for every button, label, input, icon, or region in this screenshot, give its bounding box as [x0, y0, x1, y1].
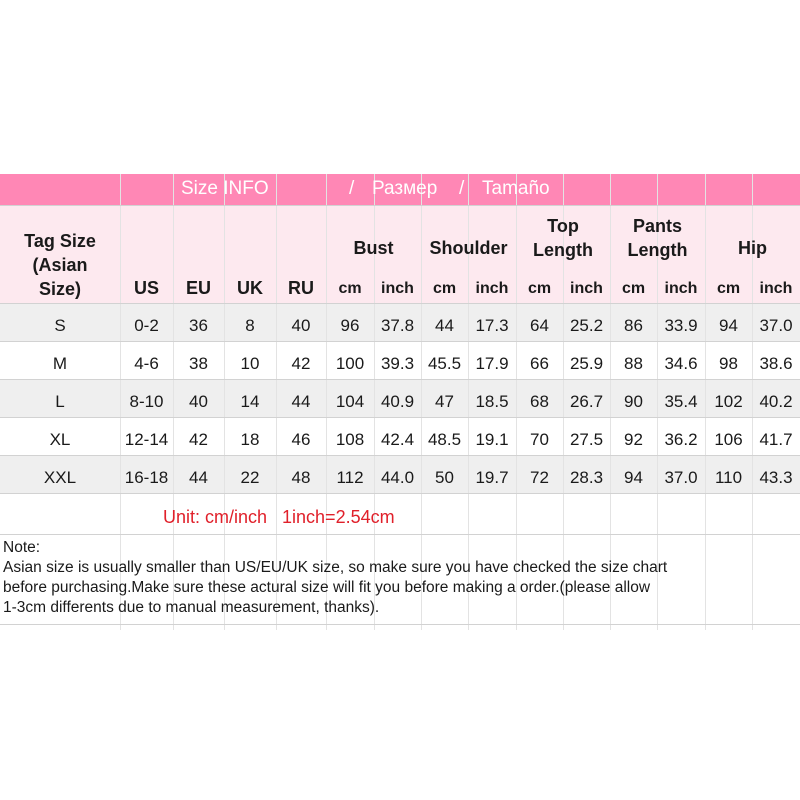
- cell-bust-cm: 104: [335, 392, 365, 411]
- header-tag-size: [0, 229, 120, 301]
- header-shoulder: Shoulder: [429, 238, 508, 258]
- cell-shoulder-cm: 48.5: [427, 430, 462, 449]
- note-line: 1-3cm differents due to manual measurement, thanks).: [3, 599, 380, 616]
- cell-hip-cm: 94: [719, 316, 738, 335]
- cell-pants-length-cm: 86: [624, 316, 643, 335]
- note-block: [3, 538, 793, 618]
- cell-hip-cm: 98: [719, 354, 738, 373]
- cell-us: 4-6: [134, 354, 159, 373]
- cell-top-length-cm: 70: [530, 430, 549, 449]
- cell-pants-length-cm: 88: [624, 354, 643, 373]
- cell-tag-size: L: [55, 392, 65, 411]
- cell-pants-length-inch: 33.9: [664, 316, 698, 335]
- cell-hip-cm: 102: [714, 392, 743, 411]
- cell-bust-inch: 44.0: [380, 468, 415, 487]
- subheader-cm: cm: [621, 280, 646, 297]
- cell-bust-inch: 37.8: [380, 316, 415, 335]
- cell-shoulder-inch: 17.3: [475, 316, 509, 335]
- banner-size-info: Size INFO: [181, 178, 269, 199]
- cell-tag-size: M: [52, 354, 68, 373]
- cell-top-length-inch: 27.5: [569, 430, 604, 449]
- cell-us: 12-14: [124, 430, 169, 449]
- header-line: Top: [547, 216, 579, 236]
- banner-razmer: Размер: [372, 178, 438, 199]
- cell-pants-length-inch: 34.6: [664, 354, 698, 373]
- banner-separator: /: [459, 178, 465, 199]
- cell-pants-length-inch: 37.0: [664, 468, 698, 487]
- cell-pants-length-inch: 35.4: [664, 392, 698, 411]
- cell-ru: 46: [291, 430, 311, 449]
- subheader-inch: inch: [381, 280, 414, 297]
- cell-top-length-inch: 26.7: [569, 392, 604, 411]
- cell-us: 0-2: [134, 316, 159, 335]
- cell-tag-size: XXL: [43, 468, 77, 487]
- cell-shoulder-inch: 19.1: [475, 430, 509, 449]
- cell-hip-inch: 41.7: [759, 430, 793, 449]
- subheader-cm: cm: [432, 280, 457, 297]
- cell-hip-cm: 106: [714, 430, 743, 449]
- header-line: Pants: [632, 216, 683, 236]
- header-line: Tag Size: [24, 231, 96, 251]
- cell-bust-cm: 100: [335, 354, 365, 373]
- cell-tag-size: S: [54, 316, 66, 335]
- cell-shoulder-cm: 44: [435, 316, 454, 335]
- note-line: before purchasing.Make sure these actural size will fit you before making a order.(please allow: [3, 579, 651, 596]
- note-line: Asian size is usually smaller than US/EU/UK size, so make sure you have checked the size chart: [3, 559, 668, 576]
- header-eu: EU: [185, 278, 211, 298]
- header-ru: RU: [288, 278, 314, 298]
- cell-top-length-inch: 25.9: [569, 354, 604, 373]
- header-line: (Asian: [32, 255, 88, 275]
- cell-hip-inch: 40.2: [759, 392, 793, 411]
- cell-top-length-cm: 72: [530, 468, 549, 487]
- subheader-inch: inch: [475, 280, 509, 297]
- header-line: Size): [38, 279, 81, 299]
- cell-ru: 44: [291, 392, 311, 411]
- subheader-cm: cm: [527, 280, 552, 297]
- header-hip: Hip: [738, 238, 767, 258]
- subheader-inch: inch: [664, 280, 698, 297]
- cell-tag-size: XL: [49, 430, 71, 449]
- cell-shoulder-inch: 17.9: [475, 354, 509, 373]
- cell-eu: 36: [189, 316, 208, 335]
- cell-hip-inch: 38.6: [759, 354, 793, 373]
- header-line: Length: [533, 240, 593, 260]
- cell-shoulder-cm: 45.5: [427, 354, 462, 373]
- cell-bust-inch: 40.9: [380, 392, 415, 411]
- cell-top-length-cm: 66: [530, 354, 549, 373]
- header-uk: UK: [237, 278, 263, 298]
- cell-shoulder-cm: 47: [435, 392, 454, 411]
- cell-hip-inch: 43.3: [759, 468, 793, 487]
- cell-top-length-inch: 28.3: [569, 468, 604, 487]
- cell-eu: 42: [189, 430, 208, 449]
- cell-eu: 40: [189, 392, 208, 411]
- cell-ru: 40: [291, 316, 311, 335]
- cell-shoulder-inch: 18.5: [475, 392, 509, 411]
- cell-pants-length-cm: 92: [624, 430, 643, 449]
- cell-bust-inch: 39.3: [380, 354, 415, 373]
- cell-pants-length-inch: 36.2: [664, 430, 698, 449]
- cell-ru: 48: [291, 468, 311, 487]
- subheader-inch: inch: [570, 280, 603, 297]
- cell-uk: 8: [245, 316, 255, 335]
- cell-bust-cm: 96: [340, 316, 360, 335]
- cell-top-length-inch: 25.2: [569, 316, 604, 335]
- cell-ru: 42: [291, 354, 311, 373]
- subheader-cm: cm: [716, 280, 741, 297]
- cell-shoulder-cm: 50: [435, 468, 454, 487]
- banner-tamano: Tamaño: [482, 178, 550, 199]
- cell-uk: 10: [240, 354, 260, 373]
- cell-top-length-cm: 64: [530, 316, 549, 335]
- subheader-cm: cm: [338, 280, 362, 297]
- cell-top-length-cm: 68: [530, 392, 549, 411]
- cell-shoulder-inch: 19.7: [475, 468, 509, 487]
- cell-pants-length-cm: 90: [624, 392, 643, 411]
- cell-hip-cm: 110: [714, 468, 743, 487]
- cell-bust-cm: 108: [335, 430, 365, 449]
- header-pants-length: [610, 214, 705, 262]
- cell-eu: 44: [189, 468, 208, 487]
- cell-uk: 18: [240, 430, 260, 449]
- subheader-inch: inch: [759, 280, 793, 297]
- cell-us: 16-18: [124, 468, 169, 487]
- cell-pants-length-cm: 94: [624, 468, 643, 487]
- cell-uk: 14: [240, 392, 260, 411]
- header-line: Length: [627, 240, 688, 260]
- header-us: US: [133, 278, 159, 298]
- cell-us: 8-10: [129, 392, 164, 411]
- unit-conversion-note: Unit: cm/inch 1inch=2.54cm: [163, 507, 395, 527]
- banner-separator: /: [349, 178, 355, 199]
- cell-uk: 22: [240, 468, 260, 487]
- cell-bust-inch: 42.4: [380, 430, 415, 449]
- header-top-length: [516, 214, 610, 262]
- cell-bust-cm: 112: [336, 468, 364, 487]
- header-bust: Bust: [353, 238, 394, 258]
- cell-hip-inch: 37.0: [759, 316, 793, 335]
- cell-eu: 38: [189, 354, 208, 373]
- note-title: Note:: [3, 539, 41, 556]
